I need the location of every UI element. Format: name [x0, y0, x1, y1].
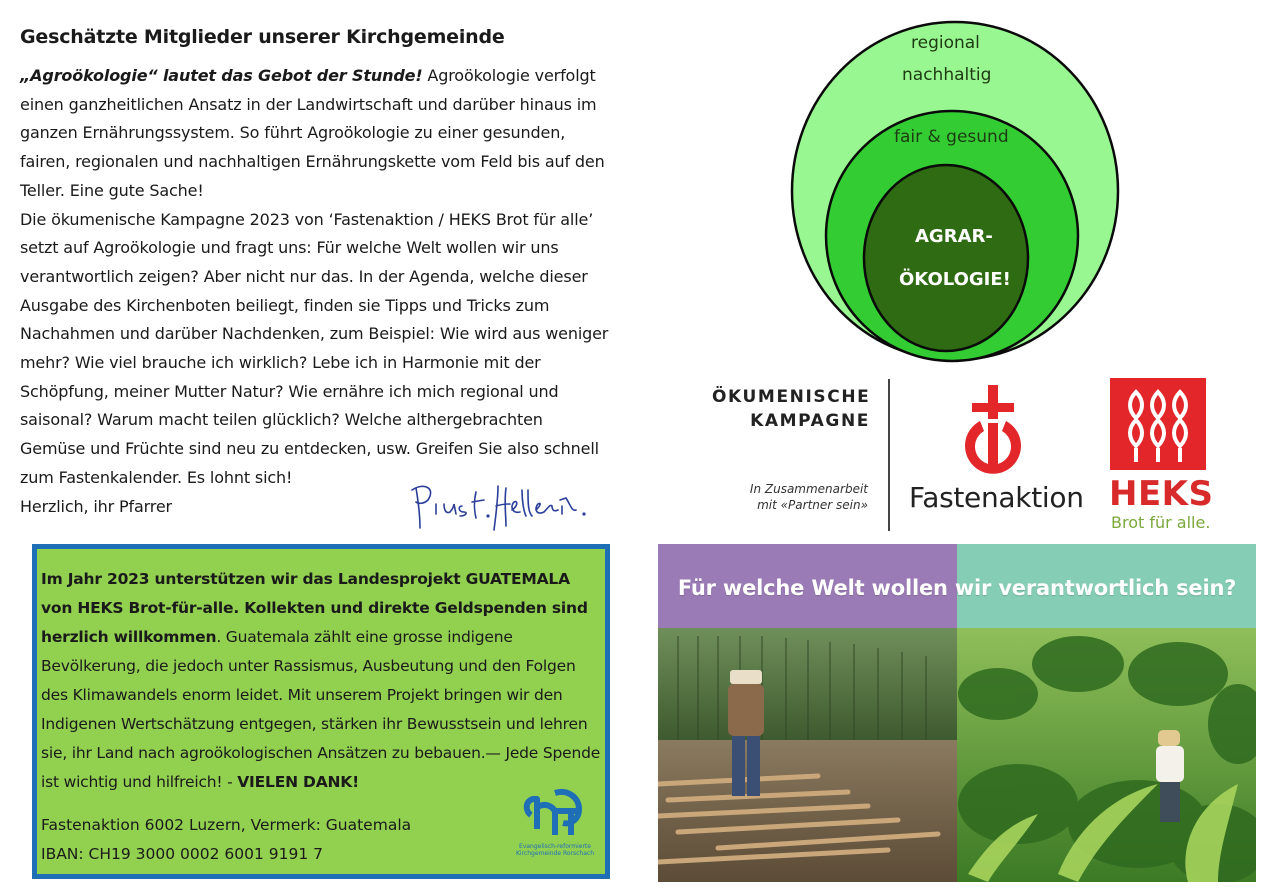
letter [20, 26, 620, 521]
letter-closing: Herzlich, ihr Pfarrer [20, 496, 172, 516]
church-caption-line-1: Evangelisch-reformierte [519, 843, 591, 850]
donation-bold-intro: Im Jahr 2023 unterstützen wir das Landesprojekt GUATEMALA von HEKS Brot-für-alle. Kollekten und direkte Geldspenden sind herzlich willkommen [41, 570, 588, 646]
diagram-inner-label-1: AGRAR- [915, 226, 993, 247]
logo-divider [888, 379, 890, 531]
donation-thanks: VIELEN DANK! [237, 773, 359, 791]
partner-note [720, 481, 868, 513]
diagram-middle-label: fair & gesund [894, 127, 1009, 147]
kampagne-line-1: ÖKUMENISCHE [712, 387, 871, 407]
letter-heading: Geschätzte Mitglieder unserer Kirchgemeinde [20, 26, 505, 48]
campaign-logos [700, 375, 1260, 535]
campaign-poster [658, 544, 1256, 882]
donation-body: . Guatemala zählt eine grosse indigene Bevölkerung, die jedoch unter Rassismus, Ausbeutung und den Folgen des Klimawandels enorm leidet. Mit unserem Projekt bringen wir den Indigenen Wertschätzung entgegen, stärken ihr Bewusstsein und lehren sie, ihr Land nach agroökologischen Ansätzen zu bebauen.— Jede Spende ist wichtig und hilfreich! - [41, 628, 601, 791]
letter-paragraph-1 [20, 62, 610, 206]
partner-line-2: mit «Partner sein» [757, 498, 868, 512]
inner-circle [864, 165, 1028, 351]
poster-title: Für welche Welt wollen wir verantwortlich sein? [677, 576, 1237, 600]
letter-paragraph-2: Die ökumenische Kampagne 2023 von ‘Fastenaktion / HEKS Brot für alle’ setzt auf Agroökologie und fragt uns: Für welche Welt wollen wir uns verantwortlich zeigen? Aber nicht nur das. In der Agenda, welche dieser Ausgabe des Kirchenboten beiliegt, finden sie Tipps und Tricks zum Nachahmen und darüber Nachdenken, zum Beispiel: Wie wird aus weniger mehr? Wie viel brauche ich wirklich? Lebe ich in Harmonie mit der Schöpfung, meiner Mutter Natur? Wie ernähre ich mich regional und saisonal? Warum macht teilen glücklich? Welche althergebrachten Gemüse und Früchte sind neu zu entdecken, usw. Greifen Sie also schnell zum Fastenkalender. Es lohnt sich! [20, 209, 609, 487]
kampagne-line-2: KAMPAGNE [750, 411, 870, 431]
partner-line-1: In Zusammenarbeit [749, 482, 868, 496]
church-emblem-icon [515, 785, 595, 843]
heks-label: HEKS [1109, 474, 1214, 514]
bank-details [41, 811, 411, 869]
heks-subtitle: Brot für alle. [1111, 513, 1211, 532]
church-logo [515, 785, 595, 869]
diagram-outer-label-2: nachhaltig [902, 65, 992, 85]
church-caption [515, 843, 595, 857]
fastenaktion-label: Fastenaktion [909, 481, 1084, 514]
heks-logo-icon [1110, 378, 1206, 470]
kampagne-wordmark [712, 385, 870, 433]
donation-text [41, 565, 601, 797]
bank-iban: IBAN: CH19 3000 0002 6001 9191 7 [41, 845, 324, 863]
letter-lead: „Agroökologie“ lautet das Gebot der Stunde! [20, 66, 423, 85]
church-caption-line-2: Kirchgemeinde Rorschach [516, 850, 594, 857]
letter-body [20, 62, 620, 521]
letter-paragraph-text: Agroökologie verfolgt einen ganzheitlichen Ansatz in der Landwirtschaft und darüber hinaus im ganzen Ernährungssystem. So führt Agroökologie zu einer gesunden, fairen, regionalen und nachhaltigen Ernährungskette vom Feld bis auf den Teller. Eine gute Sache! [20, 66, 605, 200]
diagram-inner-label-2: ÖKOLOGIE! [899, 269, 1011, 290]
pastor-signature [402, 470, 598, 540]
fastenaktion-logo-icon [958, 385, 1028, 475]
diagram-outer-label-1: regional [911, 33, 980, 53]
donation-box [32, 544, 610, 879]
bank-address: Fastenaktion 6002 Luzern, Vermerk: Guatemala [41, 816, 412, 834]
